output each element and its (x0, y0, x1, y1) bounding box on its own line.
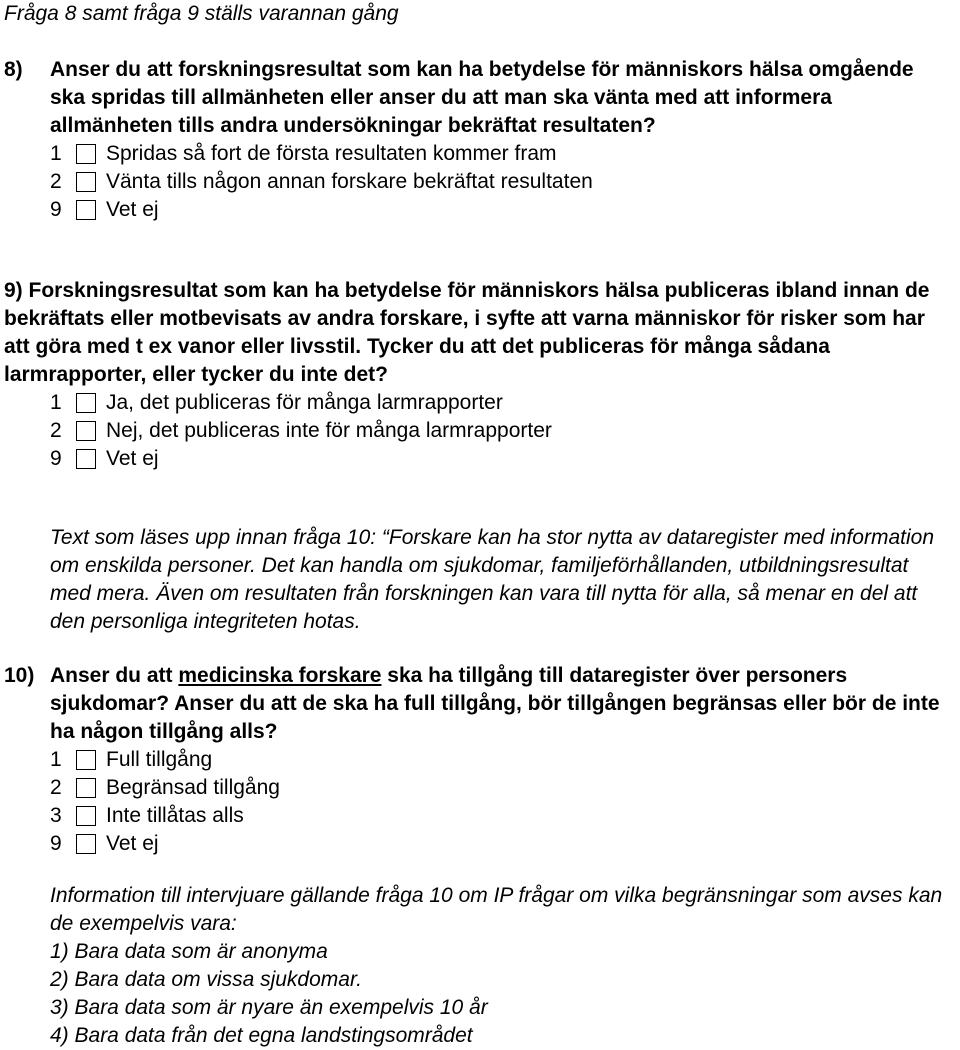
option-label: Inte tillåtas alls (106, 804, 244, 827)
option-label: Vet ej (106, 832, 159, 855)
option-code: 1 (50, 142, 62, 165)
question-8-text-row (4, 56, 954, 140)
interviewer-info-item: 1) Bara data som är anonyma (50, 940, 328, 963)
option-label: Vänta tills någon annan forskare bekräftat resultaten (106, 170, 593, 193)
checkbox-icon[interactable] (76, 449, 96, 469)
read-aloud-text: Text som läses upp innan fråga 10: “Forskare kan ha stor nytta av dataregister med information om enskilda personer. Det kan handla om sjukdomar, familjeförhållanden, utbildningsresultat med mera. Även om resultaten från forskningen kan vara till nytta för alla, så menar en del att den personliga integriteten hotas. (50, 526, 935, 633)
option-code: 3 (50, 804, 62, 827)
option-label: Ja, det publiceras för många larmrapporter (106, 391, 503, 414)
checkbox-icon[interactable] (76, 200, 96, 220)
question-10-option-2 (50, 774, 954, 802)
question-8-option-9 (50, 196, 954, 224)
question-9-option-9 (50, 445, 954, 473)
question-9-option-1 (50, 389, 954, 417)
question-10-text-before: Anser du att (50, 664, 179, 687)
question-9-text-row (4, 277, 954, 389)
question-8-option-1 (50, 140, 954, 168)
question-10-number: 10) (4, 664, 35, 687)
checkbox-icon[interactable] (76, 421, 96, 441)
checkbox-icon[interactable] (76, 393, 96, 413)
question-9-options (50, 389, 954, 473)
option-label: Begränsad tillgång (106, 776, 280, 799)
option-code: 9 (50, 447, 62, 470)
option-label: Spridas så fort de första resultaten kommer fram (106, 142, 557, 165)
option-code: 1 (50, 391, 62, 414)
question-8 (4, 56, 954, 224)
question-10-underlined-text: medicinska forskare (178, 664, 382, 687)
option-label: Full tillgång (106, 748, 213, 771)
option-code: 2 (50, 170, 62, 193)
question-10-option-1 (50, 746, 954, 774)
question-8-text: Anser du att forskningsresultat som kan ha betydelse för människors hälsa omgående ska spridas till allmänheten eller anser du att man ska vänta med att informera allmänheten tills andra undersökningar bekräftat resultaten? (50, 58, 914, 137)
question-10 (4, 662, 954, 858)
interviewer-info-item: 4) Bara data från det egna landstingsområdet (50, 1024, 473, 1047)
checkbox-icon[interactable] (76, 778, 96, 798)
checkbox-icon[interactable] (76, 806, 96, 826)
question-10-options (50, 746, 954, 858)
interviewer-info-item: 3) Bara data som är nyare än exempelvis 10 år (50, 996, 488, 1019)
intro-note: Fråga 8 samt fråga 9 ställs varannan gång (4, 2, 399, 25)
interviewer-info-item: 2) Bara data om vissa sjukdomar. (50, 968, 363, 991)
checkbox-icon[interactable] (76, 172, 96, 192)
question-8-options (50, 140, 954, 224)
option-label: Vet ej (106, 447, 159, 470)
question-10-text-row (4, 662, 954, 746)
question-9-number: 9) (4, 279, 23, 302)
option-code: 2 (50, 776, 62, 799)
interviewer-info-intro: Information till intervjuare gällande fråga 10 om IP frågar om vilka begränsningar som avses kan de exempelvis vara: (50, 884, 943, 935)
question-10-text-after: ska ha tillgång till dataregister över personers sjukdomar? Anser du att de ska ha full tillgång, bör tillgången begränsas eller bör de inte ha någon tillgång alls? (50, 664, 940, 743)
question-9-option-2 (50, 417, 954, 445)
option-code: 9 (50, 832, 62, 855)
question-8-number: 8) (4, 58, 23, 81)
option-code: 1 (50, 748, 62, 771)
checkbox-icon[interactable] (76, 144, 96, 164)
question-10-option-9 (50, 830, 954, 858)
option-code: 9 (50, 198, 62, 221)
checkbox-icon[interactable] (76, 834, 96, 854)
question-9-text: Forskningsresultat som kan ha betydelse för människors hälsa publiceras ibland innan de bekräftats eller motbevisats av andra forskare, i syfte att varna människor för risker som har att göra med t ex vanor eller livsstil. Tycker du att det publiceras för många sådana larmrapporter, eller tycker du inte det? (4, 279, 930, 386)
question-10-text (50, 662, 954, 746)
option-label: Nej, det publiceras inte för många larmrapporter (106, 419, 552, 442)
option-label: Vet ej (106, 198, 159, 221)
question-10-option-3 (50, 802, 954, 830)
option-code: 2 (50, 419, 62, 442)
checkbox-icon[interactable] (76, 750, 96, 770)
interviewer-info (50, 882, 954, 1050)
question-8-option-2 (50, 168, 954, 196)
question-9 (4, 277, 954, 473)
